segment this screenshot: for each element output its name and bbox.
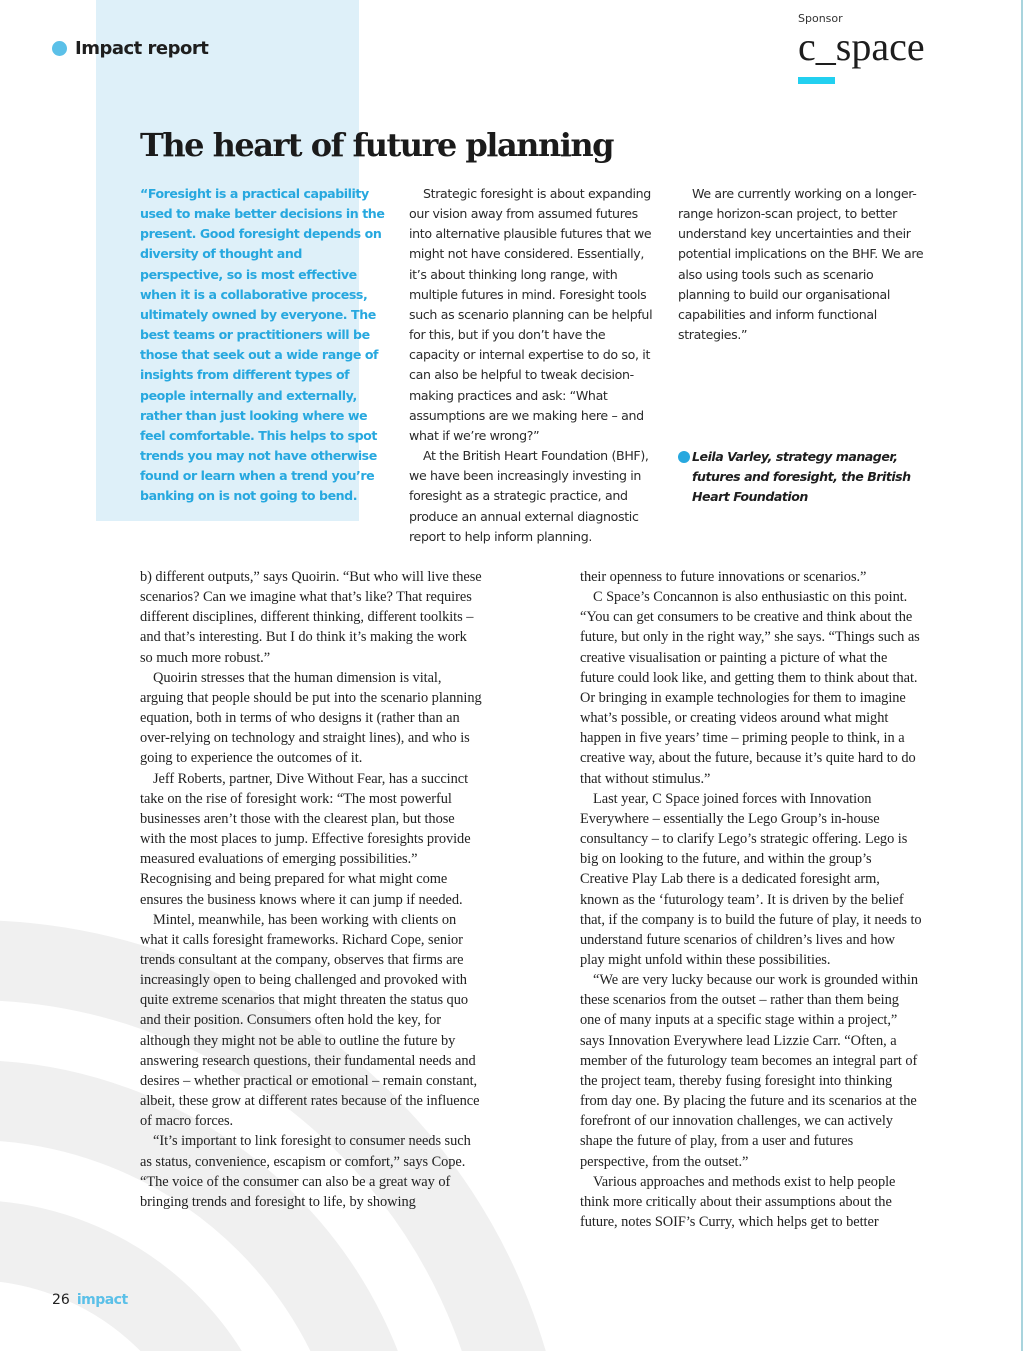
sponsor-label: Sponsor — [798, 12, 843, 25]
body-paragraph: Last year, C Space joined forces with Innovation Everywhere – essentially the Lego Group’s in-house consultancy – to clarify Lego’s strategic offering. Lego is big on looking to the future, and within the group’s Creative Play Lab there is a dedicated foresight arm, known as the ‘futurology team’. It is driven by the belief that, if the company is to build the future of play, it needs to understand future scenarios of children’s lives and how play might unfold within these possibilities. — [580, 790, 922, 968]
body-paragraph: Jeff Roberts, partner, Dive Without Fear, has a succinct take on the rise of foresight work: “The most powerful businesses aren’t those with the clearest plan, but those with the most places to jump. Effective foresights provide measured evaluations of emerging possibilities.” Recognising and being prepared for what might come ensures the business knows where it can jump if needed. — [140, 770, 471, 908]
sponsor-logo-text: c_space — [798, 24, 925, 69]
boxout-column-middle — [409, 184, 659, 547]
blue-dot-icon — [678, 451, 690, 463]
body-paragraph: “We are very lucky because our work is grounded within these scenarios from the outset – rather than them being one of many inputs at a specific stage within a project,” says Innovation Everywhere lead Lizzie Carr. “Often, a member of the futurology team becomes an integral part of the project team, thereby fusing foresight into thinking from day one. By placing the future and its scenarios at the forefront of our innovation challenges, we can actively shape the future of play, from a user and futures perspective, from the outset.” — [580, 972, 919, 1170]
pull-quote-text: “Foresight is a practical capability used to make better decisions in the present. Good foresight depends on diversity of thought and perspective, so is most effective when it is a collaborative process, ultimately owned by everyone. The best teams or practitioners will be those that seek out a wide range of insights from different types of people internally and externally, rather than just looking where we feel comfortable. This helps to spot trends you may not have otherwise found or learn when a trend you’re banking on is not going to bend. — [140, 186, 385, 504]
body-paragraph: their openness to future innovations or scenarios.” — [580, 569, 867, 585]
boxout-paragraph: We are currently working on a longer-range horizon-scan project, to better understand key uncertainties and their potential implications on the BHF. We are also using tools such as scenario planning to build our organisational capabilities and inform functional strategies.” — [678, 186, 924, 343]
page-footer — [52, 1292, 128, 1308]
body-paragraph: b) different outputs,” says Quoirin. “But who will live these scenarios? Can we imagine what that’s like? That requires different disciplines, different thinking, different toolkits – and that’s interesting. But I do think it’s making the work so much more robust.” — [140, 569, 482, 666]
body-paragraph: “It’s important to link foresight to consumer needs such as status, convenience, escapism or comfort,” says Cope. “The voice of the consumer can also be a great way of bringing trends and foresight to life, by showing — [140, 1133, 471, 1210]
logo-underscore-mark — [798, 77, 835, 84]
sponsor-logo — [798, 24, 925, 69]
blue-dot-icon — [52, 41, 67, 56]
body-paragraph: Quoirin stresses that the human dimension is vital, arguing that people should be put into the scenario planning equation, both in terms of who designs it (rather than an over-relying on technology and straight lines), and who is going to experience the outcomes of it. — [140, 669, 482, 767]
section-tag — [52, 38, 208, 59]
boxout-paragraph: At the British Heart Foundation (BHF), we have been increasingly investing in foresight as a strategic practice, and produce an annual external diagnostic report to help inform planning. — [409, 448, 649, 544]
boxout-column-right — [678, 184, 928, 345]
attribution — [678, 447, 928, 507]
footer-brand: impact — [76, 1292, 128, 1308]
body-paragraph: C Space’s Concannon is also enthusiastic on this point. “You can get consumers to be creative and think about the future, but only in the right way,” she says. “Things such as creative visualisation or painting a picture of what the future could look like, and getting them to think about that. Or bringing in example technologies for them to imagine what’s possible, or creating videos around what might happen in five years’ time – priming people to think, in a creative way, about the future, because it’s quite hard to do that without stimulus.” — [580, 589, 920, 787]
attribution-text: Leila Varley, strategy manager, futures and foresight, the British Heart Foundation — [692, 449, 911, 505]
sponsor-block — [798, 12, 925, 67]
boxout-paragraph: Strategic foresight is about expanding our vision away from assumed futures into alternative plausible futures that we might not have considered. Essentially, it’s about thinking long range, with multiple futures in mind. Foresight tools such as scenario planning can be helpful for this, but if you don’t have the capacity or internal expertise to do so, it can also be helpful to tweak decision-making practices and ask: “What assumptions are we making here – and what if we’re wrong?” — [409, 186, 653, 443]
page-number: 26 — [52, 1292, 70, 1308]
pull-quote — [140, 184, 388, 507]
body-column-left — [140, 567, 482, 1212]
body-paragraph: Various approaches and methods exist to help people think more critically about their assumptions about the future, notes SOIF’s Curry, which helps get to better — [580, 1173, 896, 1230]
body-paragraph: Mintel, meanwhile, has been working with clients on what it calls foresight frameworks. Richard Cope, senior trends consultant at the company, observes that firms are increasingly open to being challenged and provoked with quite extreme scenarios that might threaten the status quo and their position. Consumers often hold the key, for although they might not be able to outline the future by answering research questions, their fundamental needs and desires – whether practical or emotional – remain constant, albeit, these grow at different rates because of the influence of macro forces. — [140, 911, 480, 1130]
body-column-right — [580, 567, 922, 1232]
headline: The heart of future planning — [140, 126, 613, 164]
section-label: Impact report — [75, 38, 209, 59]
